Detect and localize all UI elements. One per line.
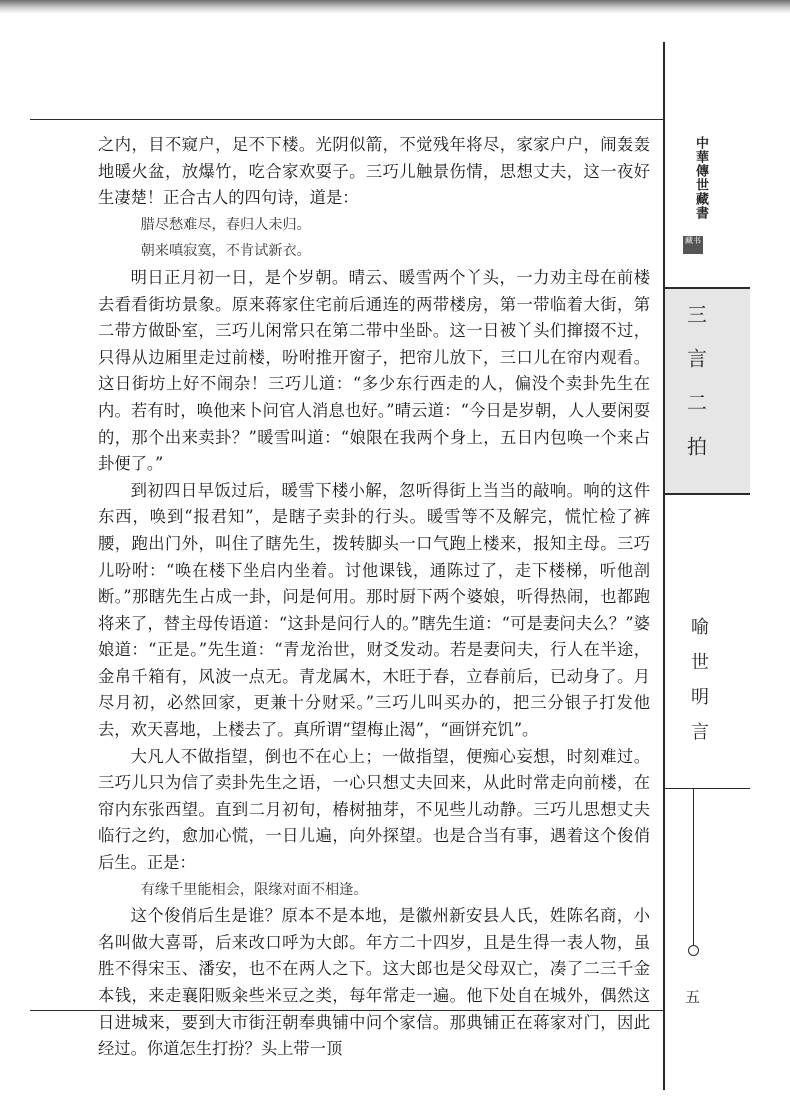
volume-title: 喻世明言 bbox=[688, 617, 709, 757]
page-top-shadow bbox=[0, 0, 790, 14]
main-text-block bbox=[98, 132, 650, 1063]
poem-1-line-1: 腊尽愁难尽，春归人未归。 bbox=[140, 216, 311, 233]
series-title: 三言二拍 bbox=[683, 304, 708, 480]
header-rule bbox=[30, 119, 664, 120]
sidebar-thread-line bbox=[693, 789, 694, 947]
brand-seal: 藏书 bbox=[683, 236, 703, 254]
collection-brand: 中華傳世藏書 bbox=[693, 136, 708, 220]
page-number: 五 bbox=[685, 988, 701, 1006]
paragraph-1: 之内，目不窥户，足不下楼。光阴似箭，不觉残年将尽，家家户户，闹轰轰地暖火盆，放爆竹，吃合家欢耍子。三巧儿触景伤情，思想丈夫，这一夜好生凄楚！正合古人的四句诗，道是： bbox=[98, 135, 650, 208]
paragraph-2: 明日正月初一日，是个岁朝。晴云、暖雪两个丫头，一力劝主母在前楼去看看街坊景象。原来蒋家住宅前后通连的两带楼房，第一带临着大街，第二带方做卧室，三巧儿闲常只在第二带中坐卧。这一日被丫头们撺掇不过，只得从边厢里走过前楼，吩咐推开窗子，把帘儿放下，三口儿在帘内观看。这日街坊上好不闹杂！三巧儿道：“多少东行西走的人，偏没个卖卦先生在内。若有时，唤他来卜问官人消息也好。”晴云道：“今日是岁朝，人人要闲耍的，那个出来卖卦？”暖雪叫道：“娘限在我两个身上，五日内包唤一个来占卦便了。” bbox=[98, 267, 650, 474]
sidebar-circle-marker bbox=[688, 945, 699, 956]
poem-1-line-2: 朝来嗔寂寞，不肯试新衣。 bbox=[140, 243, 311, 260]
paragraph-5: 这个俊俏后生是谁？原本不是本地，是徽州新安县人氏，姓陈名商，小名叫做大喜哥，后来改口呼为大郎。年方二十四岁，且是生得一表人物，虽胜不得宋玉、潘安，也不在两人之下。这大郎也是父母双亡，凑了二三千金本钱，来走襄阳贩籴些米豆之类，每年常走一遍。他下处自在城外，偶然这日进城来，要到大市街汪朝奉典铺中问个家信。那典铺正在蒋家对门，因此经过。你道怎生打扮？头上带一顶 bbox=[98, 906, 650, 1059]
poem-2-line-1: 有缘千里能相会，限缘对面不相逢。 bbox=[140, 881, 368, 898]
margin-vertical-rule bbox=[663, 42, 665, 1090]
paragraph-4: 大凡人不做指望，倒也不在心上；一做指望，便痴心妄想，时刻难过。三巧儿只为信了卖卦先生之语，一心只想丈夫回来，从此时常走向前楼，在帘内东张西望。直到二月初旬，椿树抽芽，不见些儿动静。三巧儿思想丈夫临行之约，愈加心慌，一日儿遍，向外探望。也是合当有事，遇着这个俊俏后生。正是： bbox=[98, 746, 650, 873]
paragraph-3: 到初四日早饭过后，暖雪下楼小解，忽听得街上当当的敲响。响的这件东西，唤到“报君知”，是瞎子卖卦的行头。暖雪等不及解完，慌忙检了裤腰，跑出门外，叫住了瞎先生，拨转脚头一口气跑上楼来，报知主母。三巧儿吩咐：“唤在楼下坐启内坐着。讨他课钱，通陈过了，走下楼梯，听他剖断。”那瞎先生占成一卦，问是何用。那时厨下两个婆娘，听得热闹，也都跑将来了，替主母传语道：“这卦是问行人的。”瞎先生道：“可是妻问夫么？”婆娘道：“正是。”先生道：“青龙治世，财爻发动。若是妻问夫，行人在半途，金帛千箱有，风波一点无。青龙属木，木旺于春，立春前后，已动身了。月尽月初，必然回家，更兼十分财采。”三巧儿叫买办的，把三分银子打发他去，欢天喜地，上楼去了。真所谓“望梅止渴”，“画饼充饥”。 bbox=[98, 480, 650, 740]
series-title-box bbox=[665, 287, 750, 495]
sidebar-divider bbox=[665, 788, 750, 789]
